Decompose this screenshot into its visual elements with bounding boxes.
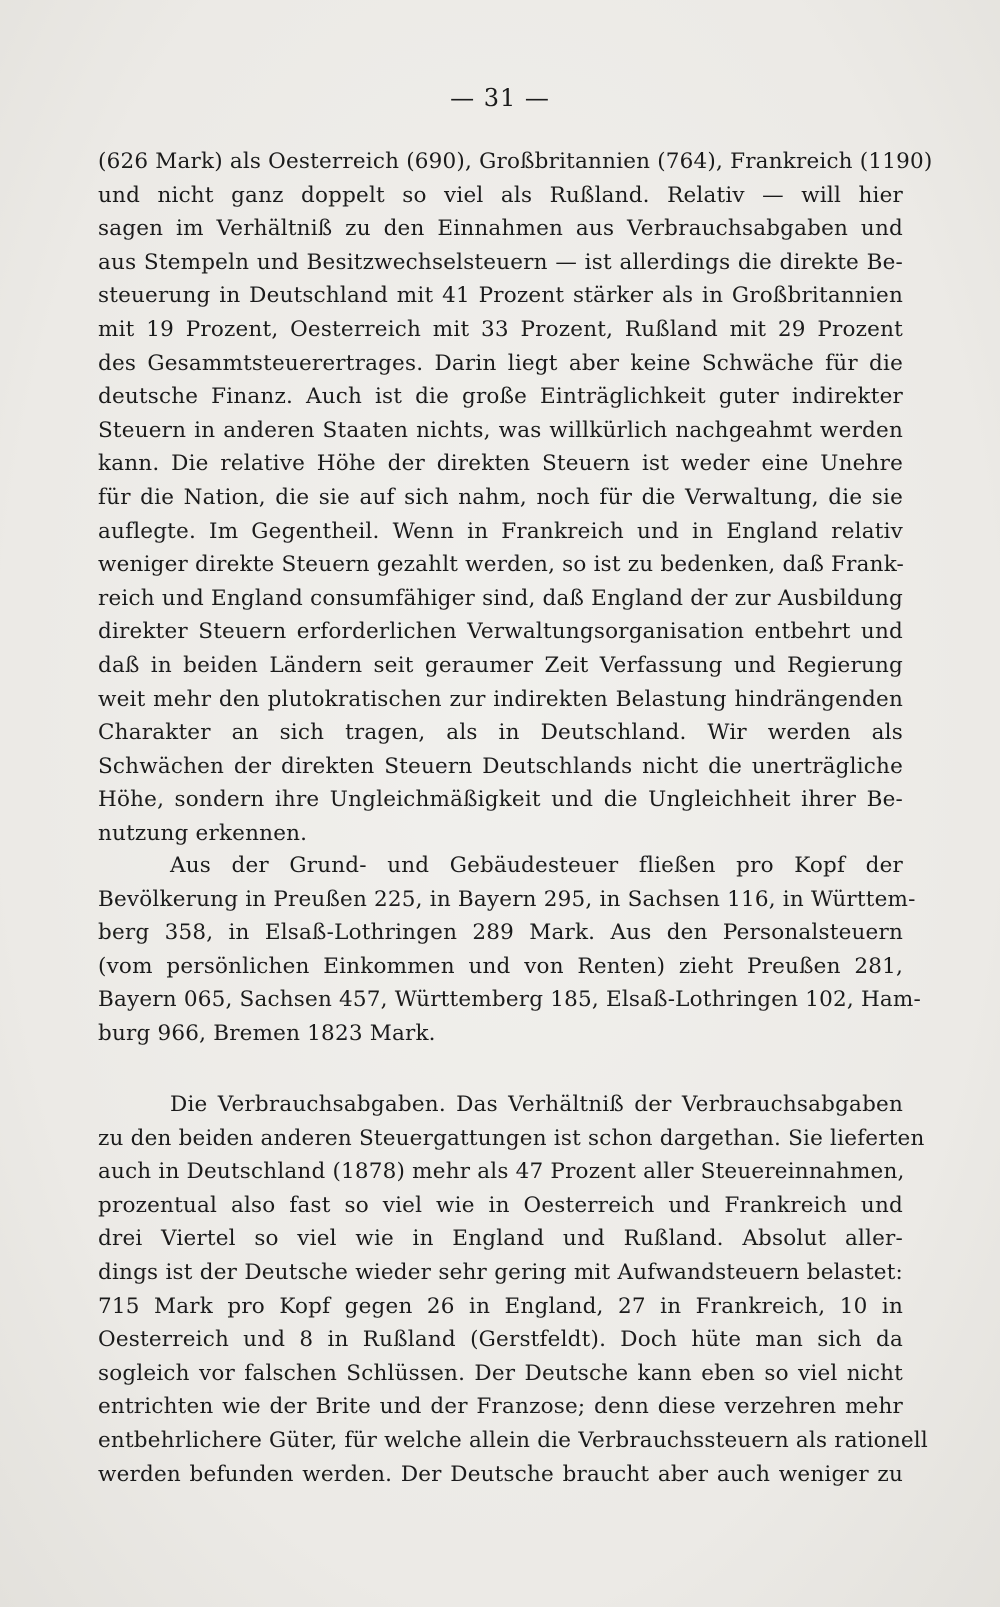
paragraph-direct-taxes bbox=[98, 145, 933, 850]
text-line: mit 19 Prozent, Oesterreich mit 33 Prozent, Rußland mit 29 Prozent bbox=[98, 316, 903, 342]
text-line: entrichten wie der Brite und der Franzose; denn diese verzehren mehr bbox=[98, 1394, 903, 1420]
text-line: Aus der Grund- und Gebäudesteuer fließen pro Kopf der bbox=[170, 853, 903, 878]
text-line: Schwächen der direkten Steuern Deutschlands nicht die unerträgliche bbox=[98, 753, 903, 779]
text-line: kann. Die relative Höhe der direkten Steuern ist weder eine Unehre bbox=[98, 451, 903, 477]
text-line: Oesterreich und 8 in Rußland (Gerstfeldt). Doch hüte man sich da bbox=[98, 1327, 903, 1353]
text-line: auflegte. Im Gegentheil. Wenn in Frankreich und in England relativ bbox=[98, 518, 903, 544]
text-line: deutsche Finanz. Auch ist die große Einträglichkeit guter indirekter bbox=[98, 384, 903, 410]
text-line: aus Stempeln und Besitzwechselsteuern — ist allerdings die direkte Be- bbox=[98, 249, 903, 275]
text-line: Höhe, sondern ihre Ungleichmäßigkeit und die Ungleichheit ihrer Be- bbox=[98, 787, 903, 813]
text-line: weit mehr den plutokratischen zur indirekten Belastung hindrängenden bbox=[98, 686, 903, 712]
text-line: berg 358, in Elsaß-Lothringen 289 Mark. Aus den Personalsteuern bbox=[98, 920, 903, 946]
text-line: Charakter an sich tragen, als in Deutschland. Wir werden als bbox=[98, 720, 903, 746]
paragraph-consumption-taxes bbox=[98, 1088, 928, 1491]
text-line: des Gesammtsteuerertrages. Darin liegt aber keine Schwäche für die bbox=[98, 350, 903, 376]
text-line: prozentual also fast so viel wie in Oesterreich und Frankreich und bbox=[98, 1192, 903, 1218]
text-line: werden befunden werden. Der Deutsche braucht aber auch weniger zu bbox=[98, 1461, 903, 1487]
text-line: drei Viertel so viel wie in England und Rußland. Absolut aller- bbox=[98, 1226, 903, 1252]
text-line: Bevölkerung in Preußen 225, in Bayern 295, in Sachsen 116, in Württem- bbox=[98, 886, 916, 912]
text-line: für die Nation, die sie auf sich nahm, noch für die Verwaltung, die sie bbox=[98, 484, 903, 510]
text-line: daß in beiden Ländern seit geraumer Zeit Verfassung und Regierung bbox=[98, 652, 903, 678]
text-line: zu den beiden anderen Steuergattungen ist schon dargethan. Sie lieferten bbox=[98, 1125, 925, 1151]
text-line: 715 Mark pro Kopf gegen 26 in England, 27 in Frankreich, 10 in bbox=[98, 1293, 903, 1319]
text-line: sogleich vor falschen Schlüssen. Der Deutsche kann eben so viel nicht bbox=[98, 1360, 903, 1386]
text-line: Bayern 065, Sachsen 457, Württemberg 185, Elsaß-Lothringen 102, Ham- bbox=[98, 987, 921, 1013]
text-line: nutzung erkennen. bbox=[98, 820, 308, 846]
text-line: Die Verbrauchsabgaben. Das Verhältniß der Verbrauchsabgaben bbox=[170, 1092, 903, 1117]
text-line: dings ist der Deutsche wieder sehr gering mit Aufwandsteuern belastet: bbox=[98, 1259, 903, 1285]
text-line: reich und England consumfähiger sind, daß England der zur Ausbildung bbox=[98, 585, 903, 611]
text-line: Steuern in anderen Staaten nichts, was willkürlich nachgeahmt werden bbox=[98, 417, 903, 443]
text-line: burg 966, Bremen 1823 Mark. bbox=[98, 1020, 436, 1046]
text-line: entbehrlichere Güter, für welche allein die Verbrauchssteuern als rationell bbox=[98, 1427, 928, 1453]
paragraph-land-building-tax bbox=[98, 849, 921, 1051]
text-line: steuerung in Deutschland mit 41 Prozent stärker als in Großbritannien bbox=[98, 283, 903, 309]
text-line: (vom persönlichen Einkommen und von Renten) zieht Preußen 281, bbox=[98, 953, 903, 979]
text-line: weniger direkte Steuern gezahlt werden, so ist zu bedenken, daß Frank- bbox=[98, 552, 905, 578]
text-line: direkter Steuern erforderlichen Verwaltungsorganisation entbehrt und bbox=[98, 619, 903, 645]
text-line: sagen im Verhältniß zu den Einnahmen aus Verbrauchsabgaben und bbox=[98, 216, 903, 242]
text-line: auch in Deutschland (1878) mehr als 47 Prozent aller Steuereinnahmen, bbox=[98, 1159, 905, 1185]
text-line: (626 Mark) als Oesterreich (690), Großbritannien (764), Frankreich (1190) bbox=[98, 149, 933, 174]
page-number: — 31 — bbox=[450, 84, 550, 112]
text-line: und nicht ganz doppelt so viel als Rußland. Relativ — will hier bbox=[98, 182, 903, 208]
